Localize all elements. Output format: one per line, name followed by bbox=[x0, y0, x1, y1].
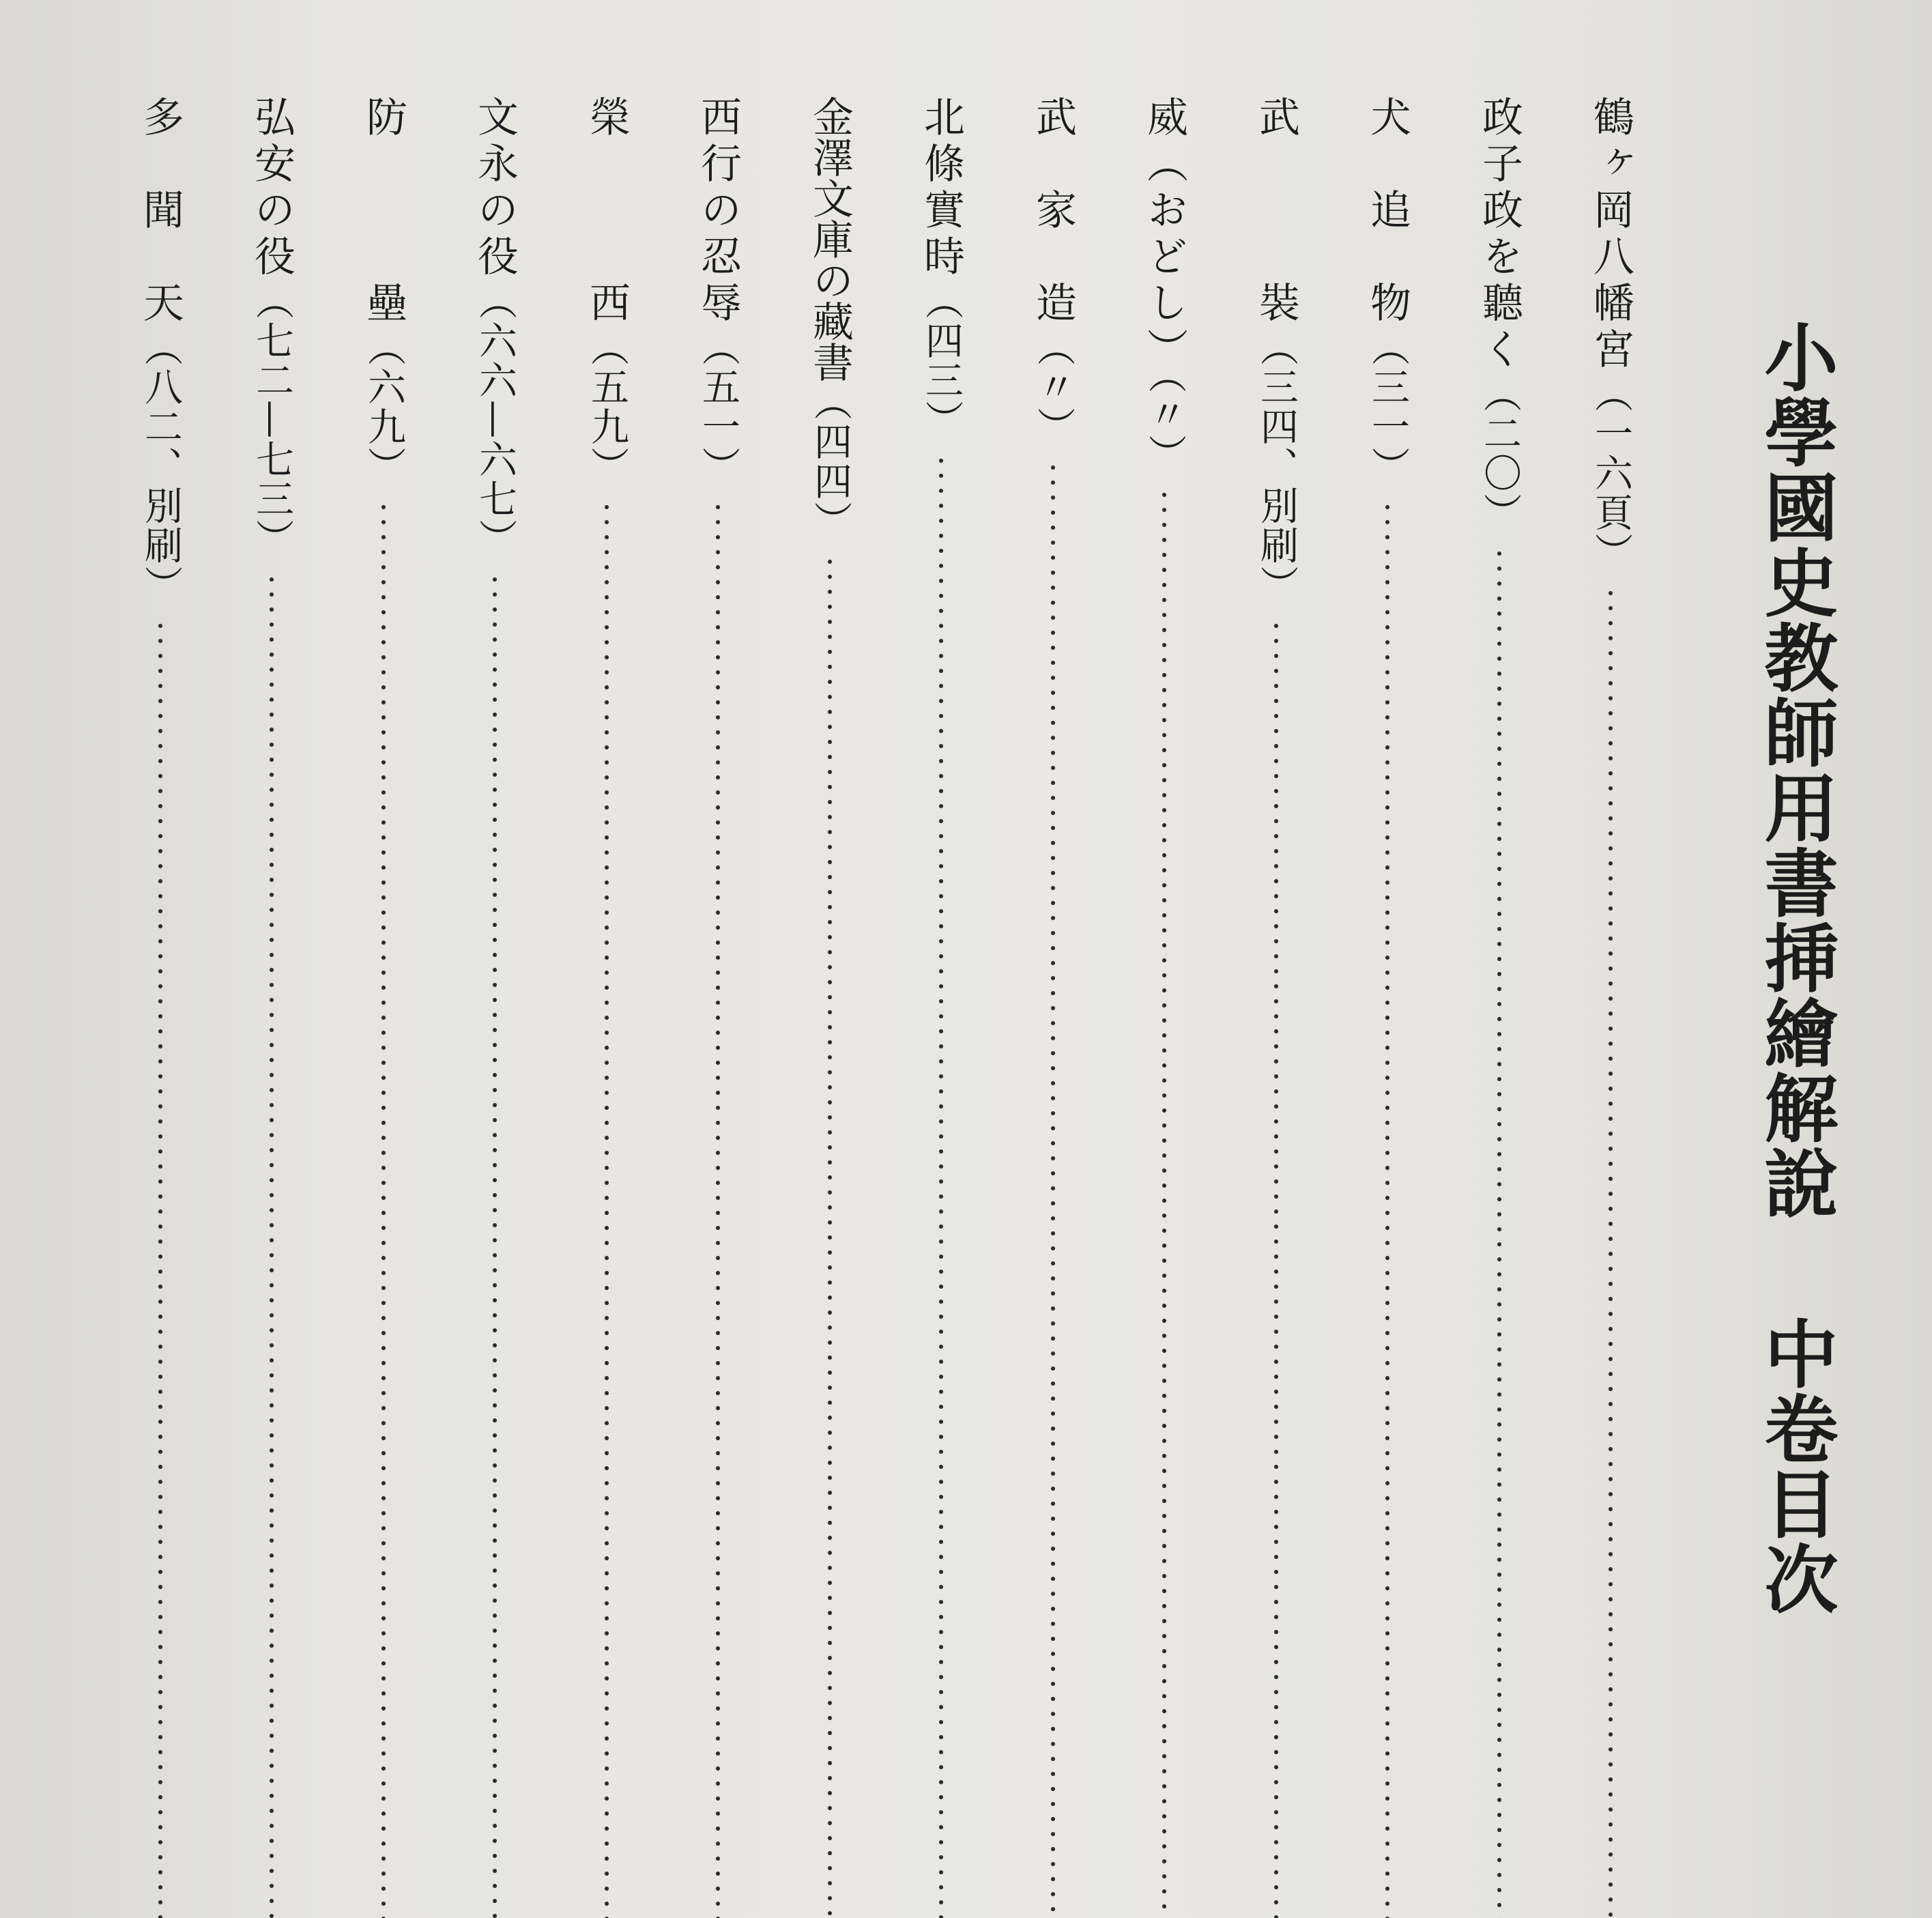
dot-leader bbox=[244, 572, 299, 1918]
dot-leader bbox=[467, 572, 522, 1918]
entry-name: 多 聞 天 bbox=[136, 96, 184, 328]
entry-page: （八二、別刷） bbox=[139, 328, 183, 605]
entry-name: 武 家 造 bbox=[1029, 96, 1077, 328]
entry-page: （三四、別刷） bbox=[1254, 328, 1299, 605]
entry-page: （六六—六七） bbox=[473, 281, 517, 558]
dot-leader bbox=[579, 500, 634, 1918]
dot-leader bbox=[1249, 618, 1303, 1918]
entry-page: （〃） bbox=[1031, 328, 1076, 446]
entry-page: （五九） bbox=[585, 328, 629, 486]
entry-name: 榮 西 bbox=[583, 96, 631, 328]
dot-leader bbox=[691, 500, 745, 1918]
entry-name: 弘安の役 bbox=[248, 96, 295, 281]
toc-entry bbox=[244, 96, 299, 1918]
entry-name: 威（おどし） bbox=[1140, 96, 1188, 374]
entry-page: （四三） bbox=[919, 281, 964, 440]
entry-name: 文永の役 bbox=[471, 96, 519, 281]
toc-entry bbox=[803, 96, 857, 1918]
entry-page: （二〇） bbox=[1477, 374, 1522, 532]
entry-page: （七二—七三） bbox=[250, 281, 294, 558]
entry-name: 政子政を聽く bbox=[1475, 96, 1523, 374]
entry-name: 犬 追 物 bbox=[1364, 96, 1411, 328]
toc-entry bbox=[1249, 96, 1303, 1918]
entry-name: 金澤文庫の藏書 bbox=[806, 96, 854, 382]
volume-title: 中卷目次 bbox=[1752, 1316, 1838, 1616]
entry-page: （〃） bbox=[1142, 374, 1187, 474]
entry-name: 防 壘 bbox=[360, 96, 407, 328]
dot-leader bbox=[1026, 460, 1080, 1918]
toc-entry bbox=[1472, 96, 1527, 1918]
entry-page: （六九） bbox=[362, 328, 406, 486]
entry-page: （一六頁） bbox=[1589, 374, 1633, 572]
toc-entry bbox=[1137, 96, 1192, 1918]
toc-entry bbox=[691, 96, 745, 1918]
toc-entry bbox=[133, 96, 188, 1918]
toc-title bbox=[1744, 319, 1846, 1616]
toc-entry bbox=[1360, 96, 1415, 1918]
dot-leader bbox=[1137, 487, 1192, 1918]
toc-entry bbox=[356, 96, 411, 1918]
toc-entry bbox=[1026, 96, 1080, 1918]
entry-name: 鶴ヶ岡八幡宮 bbox=[1587, 96, 1634, 374]
toc-entry bbox=[914, 96, 968, 1918]
dot-leader bbox=[1472, 546, 1527, 1918]
dot-leader bbox=[914, 453, 968, 1918]
entry-page: （三一） bbox=[1366, 328, 1410, 486]
dot-leader bbox=[803, 554, 857, 1918]
dot-leader bbox=[1583, 586, 1638, 1918]
entry-name: 武 裝 bbox=[1252, 96, 1300, 328]
book-title: 小學國史教師用書挿繪解說 bbox=[1752, 319, 1838, 1220]
entry-name: 西行の忍辱 bbox=[694, 96, 742, 328]
entry-page: （五一） bbox=[696, 328, 740, 486]
entry-page: （四四） bbox=[808, 382, 852, 541]
dot-leader bbox=[356, 500, 411, 1918]
toc-entry bbox=[579, 96, 634, 1918]
dot-leader bbox=[1360, 500, 1415, 1918]
toc-entry bbox=[1583, 96, 1638, 1918]
toc-entry bbox=[467, 96, 522, 1918]
entry-name: 北條實時 bbox=[917, 96, 965, 281]
dot-leader bbox=[133, 618, 188, 1918]
